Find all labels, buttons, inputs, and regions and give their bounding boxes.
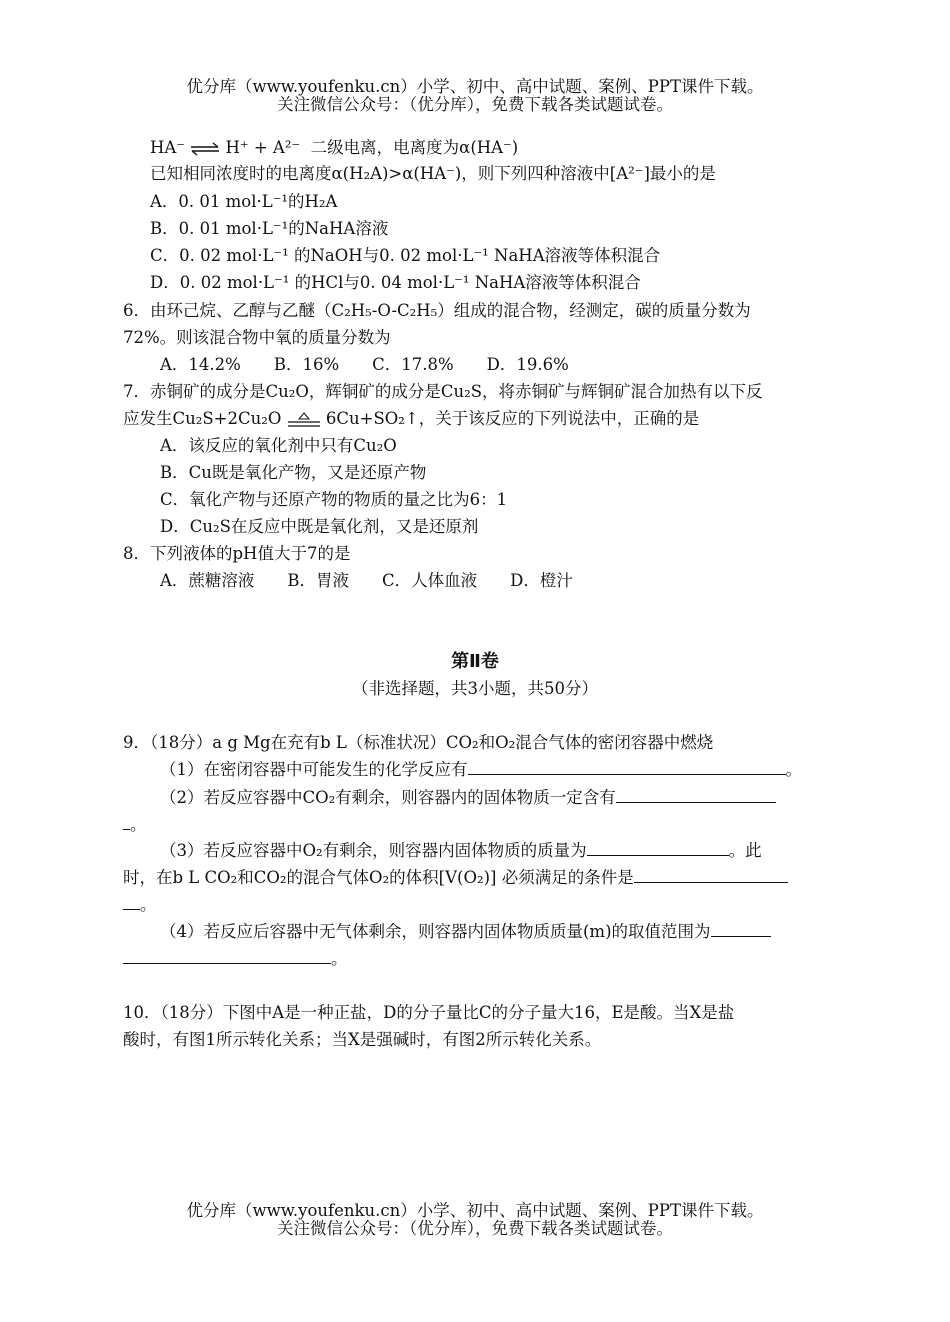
equilibrium-arrow-icon [190,142,220,156]
q9-part-4-text: （4）若反应后容器中无气体剩余，则容器内固体物质质量(m)的取值范围为 [160,922,711,941]
footer-line-2: 关注微信公众号：（优分库），免费下载各类试题试卷。 [277,1219,673,1238]
q6-line-2: 72%。则该混合物中氧的质量分数为 [123,328,391,347]
q5-option-d: D．0. 02 mol·L⁻¹ 的HCl与0. 04 mol·L⁻¹ NaHA溶液等体积混合 [150,273,641,292]
q5-eq-desc: 二级电离，电离度为α(HA⁻) [310,138,519,157]
q9-part-4-cont [123,949,348,969]
q5-equation [150,138,518,158]
q9-part-2-answer-blank-cont[interactable] [123,815,130,830]
q9-part-2 [160,788,776,808]
q9-part-3-text-b: 。此 [728,841,762,860]
header-line-2: 关注微信公众号：（优分库），免费下载各类试题试卷。 [277,95,673,114]
q9-part-2-text: （2）若反应容器中CO₂有剩余，则容器内的固体物质一定含有 [160,788,616,807]
q9-part-1-text: （1）在密闭容器中可能发生的化学反应有 [160,760,468,779]
q9-part-3-cond [123,868,788,888]
q7-option-a: A．该反应的氧化剂中只有Cu₂O [160,436,397,455]
q9-part-3-cond-blank[interactable] [634,868,788,883]
q6-line-1: 6．由环己烷、乙醇与乙醚（C₂H₅-O-C₂H₅）组成的混合物，经测定，碳的质量分数为 [123,301,751,320]
q9-part-1-end: 。 [785,760,802,779]
q9-part-3-end: 。 [140,895,157,914]
q9-part-2-answer-blank[interactable] [616,788,776,803]
q9-part-1-answer-blank[interactable] [468,760,786,775]
section-2-subtitle: （非选择题，共3小题，共50分） [352,679,598,698]
q5-known: 已知相同浓度时的电离度α(H₂A)>α(HA⁻)，则下列四种溶液中[A²⁻]最小的是 [150,164,716,183]
q9-stem: 9．（18分）a g Mg在充有b L（标准状况）CO₂和O₂混合气体的密闭容器中燃烧 [123,733,714,752]
q7-line-2-post: 6Cu+SO₂↑，关于该反应的下列说法中，正确的是 [325,409,700,428]
q9-part-3-text: （3）若反应容器中O₂有剩余，则容器内固体物质的质量为 [160,841,587,860]
q6-options: A．14.2% B．16% C．17.8% D．19.6% [160,355,569,374]
q7-line-1: 7．赤铜矿的成分是Cu₂O，辉铜矿的成分是Cu₂S，将赤铜矿与辉铜矿混合加热有以下反 [123,382,763,401]
q8-stem: 8．下列液体的pH值大于7的是 [123,544,351,563]
q9-part-3 [160,841,762,861]
q7-line-2-pre: 应发生Cu₂S+2Cu₂O [123,409,282,428]
header-line-1: 优分库（www.youfenku.cn）小学、初中、高中试题、案例、PPT课件下载。 [186,77,764,96]
q9-part-3-cond-blank-cont[interactable] [123,895,140,910]
q10-line-2: 酸时，有图1所示转化关系；当X是强碱时，有图2所示转化关系。 [123,1030,602,1049]
q9-part-4 [160,922,771,942]
q9-part-1 [160,760,802,780]
q9-part-3-cond-text: 时，在b L CO₂和CO₂的混合气体O₂的体积[V(O₂)] 必须满足的条件是 [123,868,634,887]
q5-option-a: A．0. 01 mol·L⁻¹的H₂A [150,192,338,211]
q9-part-2-end: 。 [130,815,147,834]
q7-option-d: D．Cu₂S在反应中既是氧化剂，又是还原剂 [160,517,479,536]
section-2-title: 第Ⅱ卷 [451,651,499,672]
q5-eq-right: H⁺ + A²⁻ [225,138,301,157]
q5-eq-left: HA⁻ [150,138,186,157]
heat-equals-icon [287,412,321,428]
q5-option-c: C．0. 02 mol·L⁻¹ 的NaOH与0. 02 mol·L⁻¹ NaHA溶液等体积混合 [150,246,661,265]
q9-part-4-end: 。 [331,949,348,968]
footer-line-1: 优分库（www.youfenku.cn）小学、初中、高中试题、案例、PPT课件下载。 [186,1201,764,1220]
q7-option-b: B．Cu既是氧化产物，又是还原产物 [160,463,427,482]
q9-part-2-cont [123,815,147,835]
q9-part-3-cont [123,895,157,915]
q8-options: A．蔗糖溶液 B．胃液 C．人体血液 D．橙汁 [160,571,573,590]
q5-option-b: B．0. 01 mol·L⁻¹的NaHA溶液 [150,219,389,238]
q9-part-3-mass-blank[interactable] [587,841,729,856]
q10-line-1: 10．（18分）下图中A是一种正盐，D的分子量比C的分子量大16，E是酸。当X是盐 [123,1003,735,1022]
q7-option-c: C．氧化产物与还原产物的物质的量之比为6：1 [160,490,508,509]
q9-part-4-range-blank[interactable] [711,922,771,937]
q9-part-4-range-blank-cont[interactable] [123,949,331,964]
q7-line-2 [123,409,699,429]
